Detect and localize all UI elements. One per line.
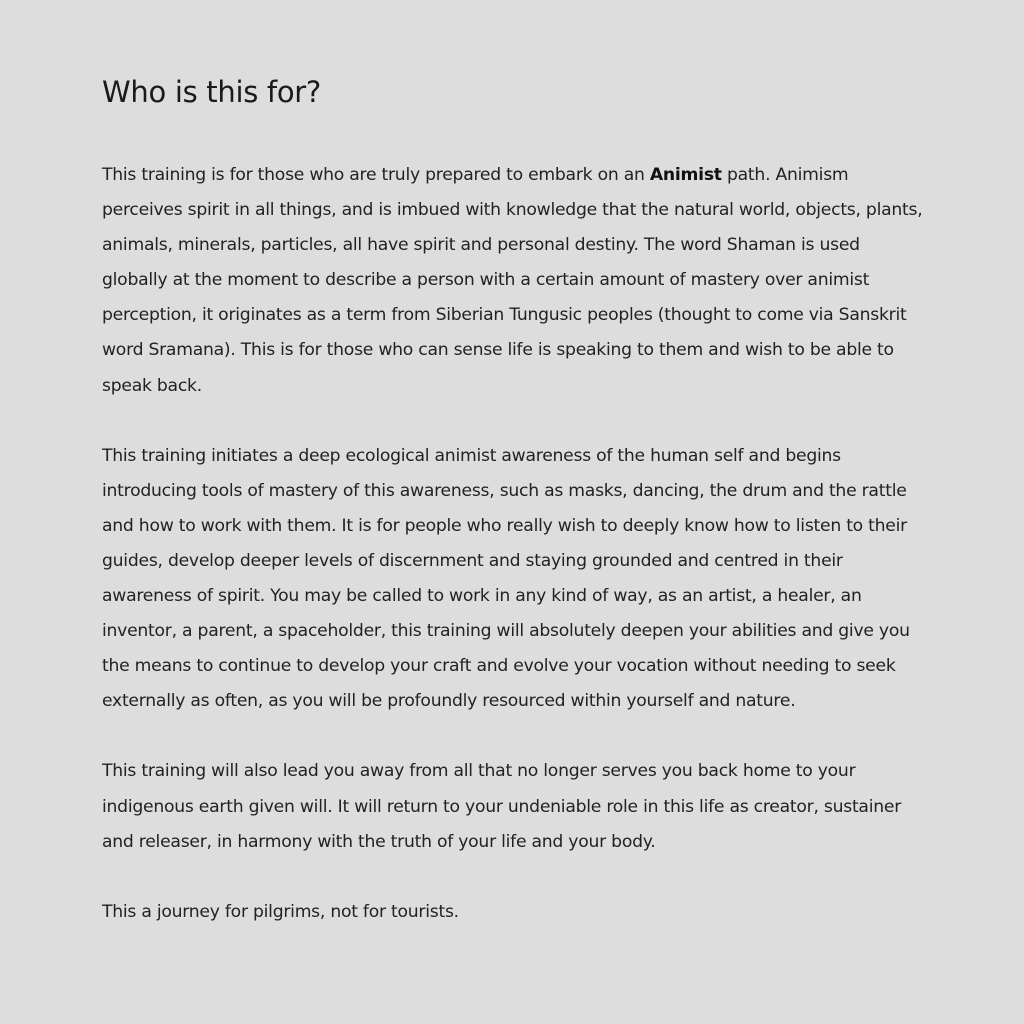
content-page bbox=[102, 74, 924, 965]
page-title: Who is this for? bbox=[102, 75, 322, 109]
paragraph-animist-path bbox=[102, 158, 924, 404]
paragraph-return-home: This training will also lead you away from all that no longer serves you back home to your indigenous earth given will. It will return to your undeniable role in this life as creator, sustainer and releaser, in harmony with the truth of your life and your body. bbox=[102, 761, 902, 852]
paragraph-ecological-awareness: This training initiates a deep ecological animist awareness of the human self and begins introducing tools of mastery of this awareness, such as masks, dancing, the drum and the rattle and how to work with them. It is for people who really wish to deeply know how to listen to their guides, develop deeper levels of discernment and staying grounded and centred in their awareness of spirit. You may be called to work in any kind of way, as an artist, a healer, an inventor, a parent, a spaceholder, this training will absolutely deepen your abilities and give you the means to continue to develop your craft and evolve your vocation without needing to seek externally as often, as you will be profoundly resourced within yourself and nature. bbox=[102, 445, 910, 712]
animist-emphasis: Animist bbox=[649, 165, 722, 185]
paragraph-text: This training is for those who are truly prepared to embark on an bbox=[102, 165, 650, 185]
body-text bbox=[102, 158, 924, 930]
paragraph-pilgrims: This a journey for pilgrims, not for tourists. bbox=[102, 901, 459, 922]
paragraph-text: path. Animism perceives spirit in all things, and is imbued with knowledge that the natural world, objects, plants, animals, minerals, particles, all have spirit and personal destiny. The word Shaman is used globally at the moment to describe a person with a certain amount of mastery over animist perception, it originates as a term from Siberian Tungusic peoples (thought to come via Sanskrit word Sramana). This is for those who can sense life is speaking to them and wish to be able to speak back. bbox=[102, 165, 923, 396]
